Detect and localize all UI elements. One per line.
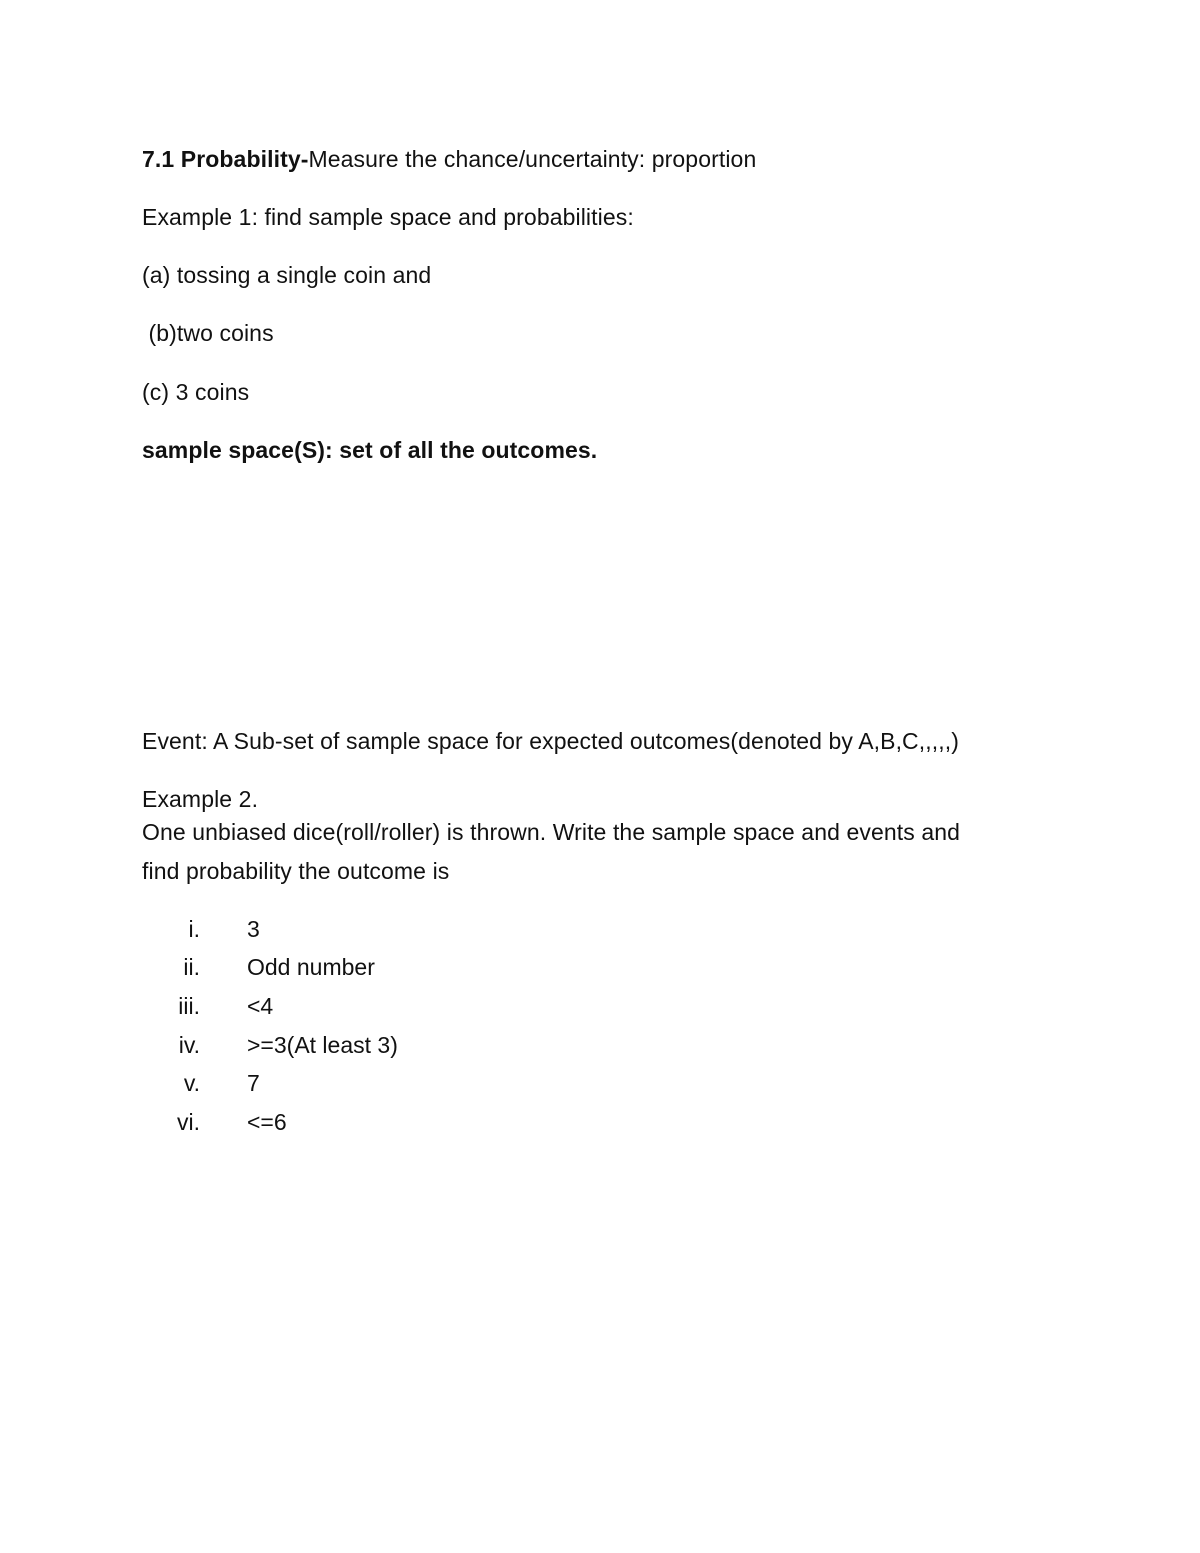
example2-body-line1: One unbiased dice(roll/roller) is thrown. Write the sample space and events and: [142, 819, 960, 845]
list-item-text: <=6: [247, 1109, 287, 1135]
list-item-number: v.: [183, 1070, 200, 1096]
list-item-number: i.: [188, 916, 200, 942]
example2-body-line2: find probability the outcome is: [142, 858, 450, 884]
list-item-text: 7: [247, 1070, 260, 1096]
list-item-text: Odd number: [247, 954, 375, 980]
event-definition: Event: A Sub-set of sample space for expected outcomes(denoted by A,B,C,,,,,): [142, 728, 959, 754]
section-title: 7.1 Probability-: [142, 146, 309, 172]
list-item: [0, 1068, 1200, 1098]
list-item-text: >=3(At least 3): [247, 1032, 398, 1058]
list-item-number: ii.: [183, 954, 200, 980]
list-item: [0, 1107, 1200, 1137]
example1-title: Example 1: find sample space and probabilities:: [142, 204, 634, 230]
list-item-text: 3: [247, 916, 260, 942]
section-subtitle: Measure the chance/uncertainty: proportion: [308, 146, 757, 172]
example1-item-c: (c) 3 coins: [142, 379, 250, 405]
list-item: [0, 1030, 1200, 1060]
list-item: [0, 914, 1200, 944]
list-item-text: <4: [247, 993, 274, 1019]
example1-item-a: (a) tossing a single coin and: [142, 262, 432, 288]
list-item: [0, 991, 1200, 1021]
list-item: [0, 952, 1200, 982]
sample-space-definition: sample space(S): set of all the outcomes.: [142, 437, 598, 463]
example1-item-b: (b)two coins: [142, 320, 274, 346]
list-item-number: iii.: [178, 993, 200, 1019]
list-item-number: vi.: [177, 1109, 200, 1135]
section-heading: [142, 144, 756, 174]
list-item-number: iv.: [178, 1032, 200, 1058]
example2-title: Example 2.: [142, 786, 259, 812]
